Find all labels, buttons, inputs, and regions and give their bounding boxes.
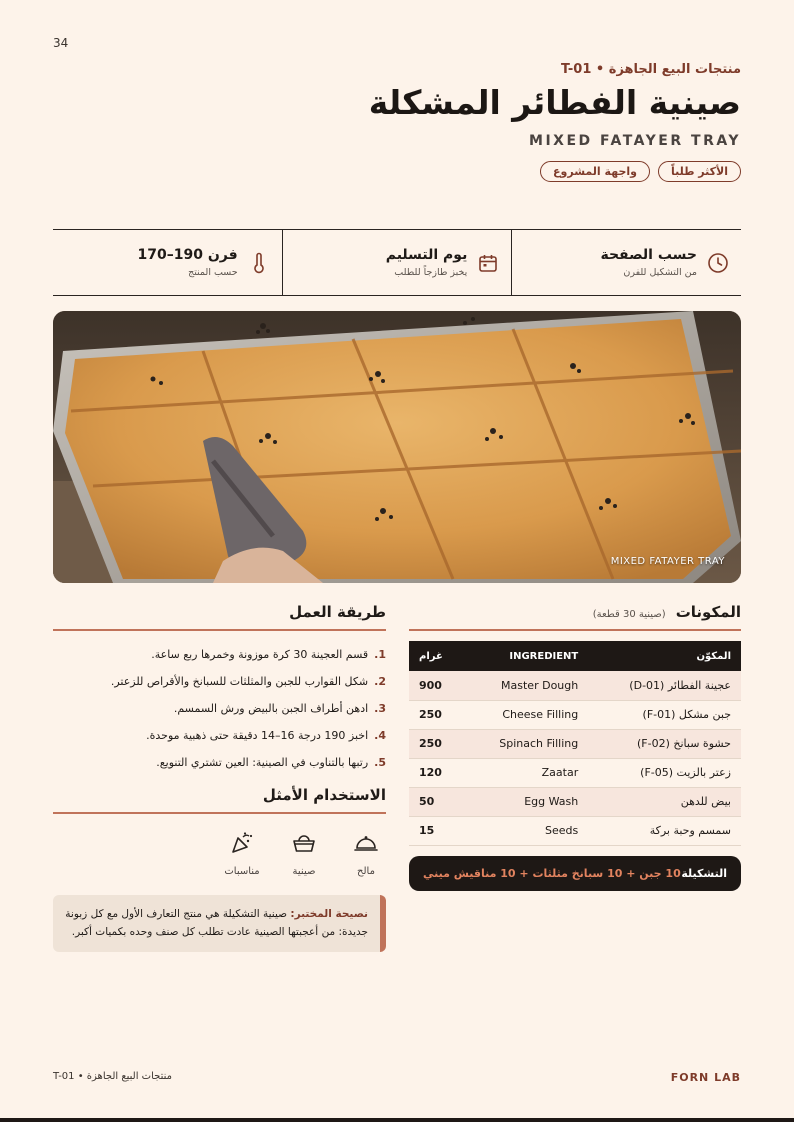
page-subtitle: MIXED FATAYER TRAY: [529, 132, 741, 149]
table-row: [409, 758, 741, 787]
info-delivery-sub: يخبز طازجاً للطلب: [394, 267, 468, 278]
use-occasions: [222, 830, 262, 877]
ingredient-ar: عجينة الفطائر (D-01): [588, 671, 741, 700]
ingredient-en: Zaatar: [464, 758, 588, 787]
ingredient-grams: 120: [409, 758, 464, 787]
ingredient-ar: زعتر بالزيت (F-05): [588, 758, 741, 787]
calendar-icon: [477, 252, 499, 274]
list-item: [53, 695, 386, 722]
ingredient-en: Cheese Filling: [464, 700, 588, 729]
photo-caption: MIXED FATAYER TRAY: [610, 556, 725, 567]
thermometer-icon: [248, 252, 270, 274]
ingredient-grams: 250: [409, 729, 464, 758]
table-row: [409, 700, 741, 729]
info-time-sub: من التشكيل للفرن: [623, 267, 697, 278]
list-item: [53, 668, 386, 695]
step-number: 2.: [374, 675, 386, 688]
use-label: مالح: [357, 866, 375, 877]
footer-brand: FORN LAB: [670, 1071, 741, 1084]
best-use-list: [53, 814, 386, 877]
step-number: 3.: [374, 702, 386, 715]
list-item: [53, 641, 386, 668]
lab-tip: [53, 895, 386, 952]
cloche-icon: [353, 830, 379, 860]
page-header: [369, 62, 741, 182]
step-text: اخبز 190 درجة 16–14 دقيقة حتى ذهبية موحدة.: [146, 729, 369, 742]
table-row: [409, 671, 741, 700]
info-oven-title: فرن 190–170: [137, 247, 238, 263]
step-number: 5.: [374, 756, 386, 769]
product-photo: [53, 311, 741, 583]
ingredient-ar: سمسم وحبة بركة: [588, 816, 741, 845]
ingredient-grams: 250: [409, 700, 464, 729]
column-header-ingredient-ar: المكوّن: [588, 641, 741, 671]
page-title: صينية الفطائر المشكلة: [368, 83, 741, 122]
ingredient-ar: حشوة سبانخ (F-02): [588, 729, 741, 758]
ingredient-en: Egg Wash: [464, 787, 588, 816]
ingredients-section: [409, 603, 741, 891]
badge-best-seller: الأكثر طلباً: [658, 161, 741, 182]
use-label: صينية: [292, 866, 316, 877]
info-oven: [53, 230, 282, 295]
ingredients-header: [409, 603, 741, 631]
column-header-ingredient-en: INGREDIENT: [464, 641, 588, 671]
assortment-label: التشكيلة: [681, 866, 727, 880]
ingredient-en: Seeds: [464, 816, 588, 845]
column-header-grams: غرام: [409, 641, 464, 671]
info-time: [511, 230, 741, 295]
step-text: قسم العجينة 30 كرة موزونة وخمرها ربع ساعة.: [151, 648, 369, 661]
footer-section-label: منتجات البيع الجاهزة • T-01: [53, 1071, 172, 1082]
list-item: [53, 722, 386, 749]
ingredients-yield: (صينية 30 قطعة): [592, 609, 666, 620]
basket-icon: [291, 830, 317, 860]
step-text: ادهن أطراف الجبن بالبيض ورش السمسم.: [173, 702, 369, 715]
method-section: [53, 603, 386, 952]
use-label: مناسبات: [224, 866, 260, 877]
ingredient-grams: 900: [409, 671, 464, 700]
table-row: [409, 816, 741, 845]
info-delivery-title: يوم التسليم: [385, 247, 468, 263]
ingredient-en: Spinach Filling: [464, 729, 588, 758]
info-strip: [53, 229, 741, 296]
ingredients-table: [409, 641, 741, 846]
info-delivery: [282, 230, 512, 295]
table-header-row: [409, 641, 741, 671]
party-popper-icon: [229, 830, 255, 860]
use-savory: [346, 830, 386, 877]
method-steps: [53, 641, 386, 776]
tip-label: نصيحة المختبر:: [290, 908, 368, 920]
assortment-value: 10 جبن + 10 سبانخ مثلثات + 10 مناقيش ميني: [423, 866, 681, 880]
step-number: 4.: [374, 729, 386, 742]
bottom-rule: [0, 1118, 794, 1122]
badge-showcase: واجهة المشروع: [540, 161, 650, 182]
ingredient-en: Master Dough: [464, 671, 588, 700]
step-text: شكل القوارب للجبن والمثلثات للسبانخ والأقراص للزعتر.: [110, 675, 369, 688]
best-use-title: الاستخدام الأمثل: [262, 786, 386, 804]
tip-text: صينية التشكيلة هي منتج التعارف الأول مع كل زبونة جديدة: من أعجبتها الصينية عادت تطلب كل صنف وحده بكميات أكبر.: [65, 908, 368, 939]
ingredients-title: المكونات: [675, 603, 741, 621]
method-title: طريقة العمل: [289, 603, 386, 621]
step-text: رتبها بالتناوب في الصينية: العين تشتري التنويع.: [156, 756, 369, 769]
badge-row: [369, 161, 741, 182]
clock-icon: [707, 252, 729, 274]
fatayer-tray-illustration: [53, 311, 741, 583]
list-item: [53, 749, 386, 776]
best-use-header: [53, 786, 386, 814]
ingredient-grams: 15: [409, 816, 464, 845]
table-row: [409, 729, 741, 758]
info-time-title: حسب الصفحة: [600, 247, 697, 263]
info-oven-sub: حسب المنتج: [188, 267, 238, 278]
section-eyebrow: منتجات البيع الجاهزة • T-01: [560, 62, 741, 77]
use-tray: [284, 830, 324, 877]
method-header: [53, 603, 386, 631]
page-number: 34: [53, 36, 69, 50]
ingredient-ar: بيض للدهن: [588, 787, 741, 816]
table-row: [409, 787, 741, 816]
step-number: 1.: [374, 648, 386, 661]
ingredient-ar: جبن مشكل (F-01): [588, 700, 741, 729]
ingredient-grams: 50: [409, 787, 464, 816]
assortment-bar: [409, 856, 741, 891]
